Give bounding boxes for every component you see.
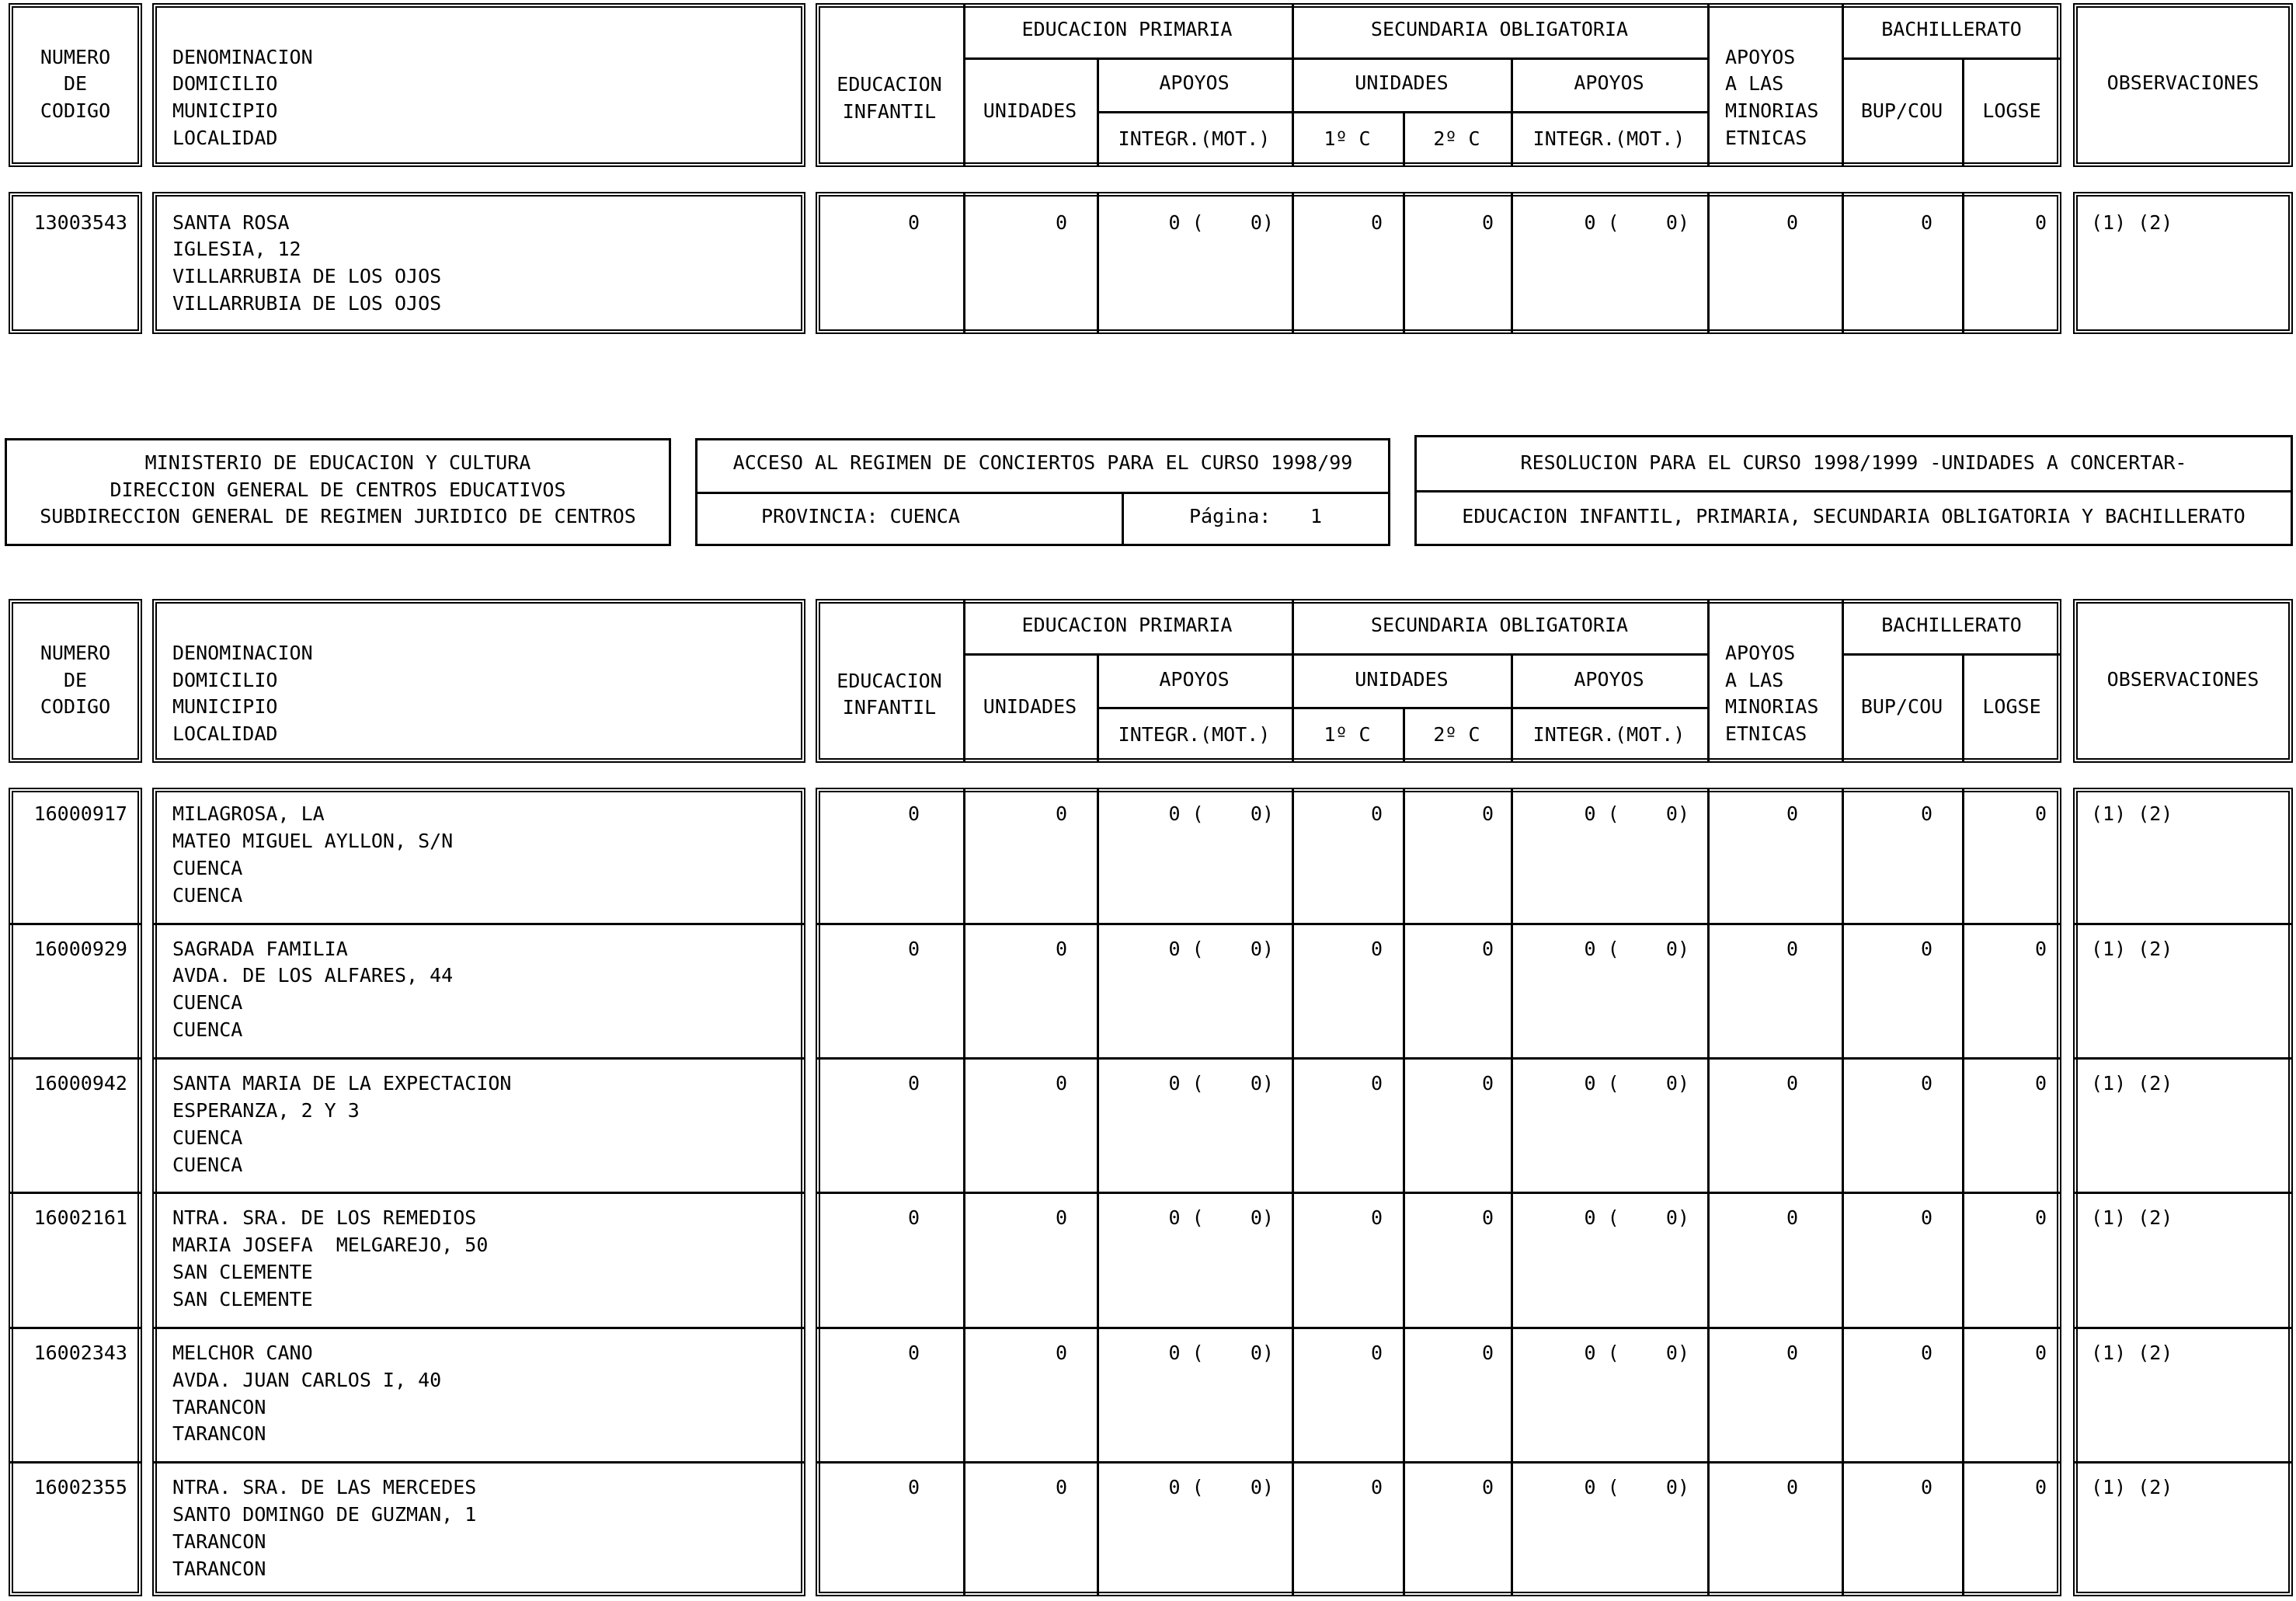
table-row-minorias: 0 bbox=[1786, 1476, 1798, 1498]
top-hdr-hsep bbox=[1842, 57, 2061, 60]
row-divider bbox=[9, 1327, 142, 1329]
top-row-prim-apoyos: 0 ( 0) bbox=[1168, 211, 1274, 234]
top-hdr-bup-label: BUP/COU bbox=[1860, 99, 1943, 122]
table-row-sec-2c: 0 bbox=[1481, 1206, 1494, 1229]
table-row-denominacion-line: MARIA JOSEFA MELGAREJO, 50 bbox=[172, 1234, 489, 1256]
top-hdr-sep bbox=[1707, 3, 1710, 167]
top-hdr-numero-label-line: DE bbox=[63, 72, 88, 95]
table-row-denominacion-line: MELCHOR CANO bbox=[172, 1342, 313, 1364]
table-row-sec-2c: 0 bbox=[1481, 1476, 1494, 1498]
table-row-prim-unidades: 0 bbox=[1055, 1072, 1067, 1095]
access-box-sep bbox=[1122, 492, 1124, 546]
table-row-sec-1c: 0 bbox=[1370, 1072, 1383, 1095]
top-hdr-sec-2c: 2º C bbox=[1433, 127, 1480, 150]
table-row-sec-1c: 0 bbox=[1370, 1476, 1383, 1498]
main-hdr-prim-apoyos: APOYOS bbox=[1159, 668, 1230, 691]
main-hdr-logse-label: LOGSE bbox=[1982, 695, 2041, 718]
top-hdr-logse-label: LOGSE bbox=[1982, 99, 2041, 122]
table-row-code: 16002343 bbox=[33, 1342, 127, 1364]
top-hdr-minorias-label-line: ETNICAS bbox=[1725, 127, 1807, 149]
table-row-bup: 0 bbox=[1920, 1206, 1932, 1229]
row-divider bbox=[9, 923, 142, 925]
top-hdr-minorias-label-line: MINORIAS bbox=[1725, 99, 1819, 122]
table-row-denominacion-line: AVDA. DE LOS ALFARES, 44 bbox=[172, 964, 454, 987]
page-number: 1 bbox=[1310, 505, 1323, 527]
main-hdr-minorias-label-line: ETNICAS bbox=[1725, 722, 1807, 745]
ministry-line-line: SUBDIRECCION GENERAL DE REGIMEN JURIDICO DE CENTROS bbox=[40, 505, 636, 527]
main-hdr-bup-label: BUP/COU bbox=[1860, 695, 1943, 718]
table-row-prim-apoyos: 0 ( 0) bbox=[1168, 1476, 1274, 1498]
table-row-sec-1c: 0 bbox=[1370, 938, 1383, 960]
table-row-sec-apoyos: 0 ( 0) bbox=[1584, 1072, 1689, 1095]
province-label: PROVINCIA: CUENCA bbox=[761, 505, 960, 527]
table-row-bup: 0 bbox=[1920, 1342, 1932, 1364]
table-row-denominacion-line: SANTA MARIA DE LA EXPECTACION bbox=[172, 1072, 512, 1095]
table-row-logse: 0 bbox=[2034, 802, 2047, 825]
table-row-sec-1c: 0 bbox=[1370, 802, 1383, 825]
table-row-denominacion-line: SAN CLEMENTE bbox=[172, 1261, 313, 1283]
table-row-prim-unidades: 0 bbox=[1055, 1342, 1067, 1364]
main-hdr-infantil-label-line: INFANTIL bbox=[842, 696, 937, 719]
top-hdr-sec-1c: 1º C bbox=[1324, 127, 1371, 150]
top-hdr-numero-label-line: CODIGO bbox=[40, 99, 111, 122]
top-row-sec-1c: 0 bbox=[1370, 211, 1383, 234]
row-divider bbox=[152, 1192, 805, 1194]
table-row-denominacion-line: SANTO DOMINGO DE GUZMAN, 1 bbox=[172, 1503, 477, 1526]
table-row-observaciones: (1) (2) bbox=[2091, 802, 2173, 825]
page-label: Página: bbox=[1189, 505, 1271, 527]
main-hdr-sec-2c: 2º C bbox=[1433, 723, 1480, 746]
table-row-sec-2c: 0 bbox=[1481, 802, 1494, 825]
row-divider bbox=[152, 1057, 805, 1060]
table-row-observaciones: (1) (2) bbox=[2091, 1342, 2173, 1364]
table-row-sec-apoyos: 0 ( 0) bbox=[1584, 938, 1689, 960]
main-hdr-prim-unidades: UNIDADES bbox=[983, 695, 1077, 718]
top-row-infantil: 0 bbox=[907, 211, 920, 234]
top-hdr-denominacion-label-line: MUNICIPIO bbox=[172, 99, 278, 122]
row-divider bbox=[2073, 1057, 2293, 1060]
top-hdr-denominacion-label-line: DOMICILIO bbox=[172, 72, 278, 95]
top-row-sec-apoyos: 0 ( 0) bbox=[1584, 211, 1689, 234]
top-row-denominacion-line: IGLESIA, 12 bbox=[172, 238, 301, 260]
table-row-minorias: 0 bbox=[1786, 1072, 1798, 1095]
table-row-sec-apoyos: 0 ( 0) bbox=[1584, 1342, 1689, 1364]
table-row-minorias: 0 bbox=[1786, 1206, 1798, 1229]
top-hdr-numero-label-line: NUMERO bbox=[40, 46, 111, 68]
top-hdr-hsep bbox=[963, 57, 1707, 60]
top-hdr-sec-integr: INTEGR.(MOT.) bbox=[1532, 127, 1685, 150]
table-row-denominacion-line: SAN CLEMENTE bbox=[172, 1288, 313, 1310]
table-row-denominacion-line: TARANCON bbox=[172, 1557, 266, 1580]
row-divider bbox=[816, 1192, 2061, 1194]
table-row-sec-1c: 0 bbox=[1370, 1206, 1383, 1229]
top-row-denominacion-line: VILLARRUBIA DE LOS OJOS bbox=[172, 292, 442, 315]
resolution-title: RESOLUCION PARA EL CURSO 1998/1999 -UNIDADES A CONCERTAR- bbox=[1520, 451, 2187, 474]
main-hdr-primaria-label: EDUCACION PRIMARIA bbox=[1021, 614, 1233, 636]
main-hdr-minorias-label-line: MINORIAS bbox=[1725, 695, 1819, 718]
main-hdr-sep bbox=[1707, 599, 1710, 763]
table-row-code: 16002161 bbox=[33, 1206, 127, 1229]
table-row-code: 16000942 bbox=[33, 1072, 127, 1095]
table-row-denominacion-line: CUENCA bbox=[172, 1018, 243, 1041]
table-row-prim-unidades: 0 bbox=[1055, 1206, 1067, 1229]
table-row-denominacion-line: TARANCON bbox=[172, 1396, 266, 1418]
table-row-sec-apoyos: 0 ( 0) bbox=[1584, 1476, 1689, 1498]
table-row-prim-apoyos: 0 ( 0) bbox=[1168, 1072, 1274, 1095]
main-hdr-bachillerato-label: BACHILLERATO bbox=[1881, 614, 2022, 636]
main-hdr-denominacion-label-line: DOMICILIO bbox=[172, 669, 278, 691]
main-hdr-denominacion-label-line: DENOMINACION bbox=[172, 642, 313, 664]
table-row-infantil: 0 bbox=[907, 1206, 920, 1229]
table-row-prim-apoyos: 0 ( 0) bbox=[1168, 1342, 1274, 1364]
row-divider bbox=[9, 1461, 142, 1464]
top-row-denominacion-line: SANTA ROSA bbox=[172, 211, 290, 234]
table-row-denominacion-line: CUENCA bbox=[172, 857, 243, 879]
top-hdr-infantil-label-line: EDUCACION bbox=[837, 73, 942, 96]
table-row-observaciones: (1) (2) bbox=[2091, 1206, 2173, 1229]
table-row-minorias: 0 bbox=[1786, 802, 1798, 825]
table-row-code: 16002355 bbox=[33, 1476, 127, 1498]
table-row-code: 16000929 bbox=[33, 938, 127, 960]
row-divider bbox=[2073, 1192, 2293, 1194]
table-row-logse: 0 bbox=[2034, 1476, 2047, 1498]
table-row-sec-2c: 0 bbox=[1481, 938, 1494, 960]
resolution-subtitle: EDUCACION INFANTIL, PRIMARIA, SECUNDARIA OBLIGATORIA Y BACHILLERATO bbox=[1462, 505, 2246, 527]
top-row-denominacion-line: VILLARRUBIA DE LOS OJOS bbox=[172, 265, 442, 287]
main-hdr-minorias-label-line: APOYOS bbox=[1725, 642, 1796, 664]
top-row-observaciones: (1) (2) bbox=[2091, 211, 2173, 234]
top-hdr-primaria-label: EDUCACION PRIMARIA bbox=[1021, 18, 1233, 40]
table-row-observaciones: (1) (2) bbox=[2091, 938, 2173, 960]
table-row-sec-apoyos: 0 ( 0) bbox=[1584, 802, 1689, 825]
table-row-denominacion-line: SAGRADA FAMILIA bbox=[172, 938, 348, 960]
table-row-bup: 0 bbox=[1920, 1072, 1932, 1095]
table-row-sec-apoyos: 0 ( 0) bbox=[1584, 1206, 1689, 1229]
main-hdr-hsep bbox=[1097, 707, 1292, 709]
table-row-denominacion-line: NTRA. SRA. DE LAS MERCEDES bbox=[172, 1476, 477, 1498]
table-row-logse: 0 bbox=[2034, 1342, 2047, 1364]
table-row-observaciones: (1) (2) bbox=[2091, 1476, 2173, 1498]
table-row-denominacion-line: NTRA. SRA. DE LOS REMEDIOS bbox=[172, 1206, 477, 1229]
table-row-denominacion-line: CUENCA bbox=[172, 1126, 243, 1149]
table-row-prim-unidades: 0 bbox=[1055, 802, 1067, 825]
table-row-minorias: 0 bbox=[1786, 1342, 1798, 1364]
table-row-bup: 0 bbox=[1920, 938, 1932, 960]
row-divider bbox=[2073, 923, 2293, 925]
top-hdr-prim-unidades: UNIDADES bbox=[983, 99, 1077, 122]
row-divider bbox=[152, 923, 805, 925]
main-hdr-prim-integr: INTEGR.(MOT.) bbox=[1118, 723, 1271, 746]
top-row-code: 13003543 bbox=[33, 211, 127, 234]
table-row-sec-2c: 0 bbox=[1481, 1072, 1494, 1095]
table-row-logse: 0 bbox=[2034, 1072, 2047, 1095]
top-hdr-prim-apoyos: APOYOS bbox=[1159, 71, 1230, 94]
row-divider bbox=[152, 1461, 805, 1464]
top-hdr-infantil-label-line: INFANTIL bbox=[842, 100, 937, 123]
ministry-line-line: MINISTERIO DE EDUCACION Y CULTURA bbox=[144, 451, 531, 474]
main-hdr-hsep bbox=[963, 653, 1707, 656]
main-hdr-infantil-label-line: EDUCACION bbox=[837, 670, 942, 692]
table-row-prim-apoyos: 0 ( 0) bbox=[1168, 1206, 1274, 1229]
table-row-infantil: 0 bbox=[907, 1342, 920, 1364]
table-row-denominacion-line: MATEO MIGUEL AYLLON, S/N bbox=[172, 830, 454, 852]
table-row-minorias: 0 bbox=[1786, 938, 1798, 960]
row-divider bbox=[816, 923, 2061, 925]
table-row-denominacion-line: CUENCA bbox=[172, 991, 243, 1014]
row-divider bbox=[816, 1327, 2061, 1329]
top-row-sec-2c: 0 bbox=[1481, 211, 1494, 234]
top-hdr-hsep bbox=[1097, 111, 1292, 113]
top-hdr-secundaria-label: SECUNDARIA OBLIGATORIA bbox=[1370, 18, 1629, 40]
top-hdr-denominacion-label-line: LOCALIDAD bbox=[172, 127, 278, 149]
main-hdr-numero-label-line: DE bbox=[63, 669, 88, 691]
main-hdr-sec-unidades: UNIDADES bbox=[1355, 668, 1449, 691]
main-hdr-hsep bbox=[1292, 707, 1707, 709]
row-divider bbox=[152, 1327, 805, 1329]
top-hdr-minorias-label-line: A LAS bbox=[1725, 72, 1784, 95]
top-hdr-observaciones-label: OBSERVACIONES bbox=[2106, 71, 2259, 94]
ministry-line-line: DIRECCION GENERAL DE CENTROS EDUCATIVOS bbox=[110, 479, 566, 501]
top-hdr-sec-unidades: UNIDADES bbox=[1355, 71, 1449, 94]
main-hdr-minorias-label-line: A LAS bbox=[1725, 669, 1784, 691]
table-row-infantil: 0 bbox=[907, 802, 920, 825]
main-hdr-sec-1c: 1º C bbox=[1324, 723, 1371, 746]
top-row-minorias: 0 bbox=[1786, 211, 1798, 234]
table-row-logse: 0 bbox=[2034, 938, 2047, 960]
top-hdr-minorias-label-line: APOYOS bbox=[1725, 46, 1796, 68]
main-hdr-hsep bbox=[1842, 653, 2061, 656]
table-row-denominacion-line: CUENCA bbox=[172, 884, 243, 907]
row-divider bbox=[816, 1461, 2061, 1464]
table-row-observaciones: (1) (2) bbox=[2091, 1072, 2173, 1095]
top-row-bup: 0 bbox=[1920, 211, 1932, 234]
table-row-sec-2c: 0 bbox=[1481, 1342, 1494, 1364]
row-divider bbox=[2073, 1461, 2293, 1464]
main-hdr-numero-label-line: CODIGO bbox=[40, 695, 111, 718]
table-row-sec-1c: 0 bbox=[1370, 1342, 1383, 1364]
table-row-prim-unidades: 0 bbox=[1055, 1476, 1067, 1498]
row-divider bbox=[9, 1057, 142, 1060]
resolution-box-divider bbox=[1414, 490, 2293, 492]
main-hdr-secundaria-label: SECUNDARIA OBLIGATORIA bbox=[1370, 614, 1629, 636]
table-row-infantil: 0 bbox=[907, 1072, 920, 1095]
table-row-prim-apoyos: 0 ( 0) bbox=[1168, 938, 1274, 960]
top-hdr-prim-integr: INTEGR.(MOT.) bbox=[1118, 127, 1271, 150]
table-row-bup: 0 bbox=[1920, 1476, 1932, 1498]
table-row-denominacion-line: TARANCON bbox=[172, 1422, 266, 1445]
main-hdr-denominacion-label-line: LOCALIDAD bbox=[172, 722, 278, 745]
table-row-prim-unidades: 0 bbox=[1055, 938, 1067, 960]
top-hdr-bachillerato-label: BACHILLERATO bbox=[1881, 18, 2022, 40]
table-row-infantil: 0 bbox=[907, 938, 920, 960]
access-title: ACCESO AL REGIMEN DE CONCIERTOS PARA EL CURSO 1998/99 bbox=[732, 451, 1353, 474]
top-hdr-denominacion-label-line: DENOMINACION bbox=[172, 46, 313, 68]
top-hdr-sec-apoyos: APOYOS bbox=[1574, 71, 1644, 94]
table-row-denominacion-line: CUENCA bbox=[172, 1154, 243, 1176]
table-row-denominacion-line: AVDA. JUAN CARLOS I, 40 bbox=[172, 1369, 442, 1391]
top-row-prim-unidades: 0 bbox=[1055, 211, 1067, 234]
table-row-denominacion-line: MILAGROSA, LA bbox=[172, 802, 325, 825]
top-row-logse: 0 bbox=[2034, 211, 2047, 234]
top-hdr-hsep bbox=[1292, 111, 1707, 113]
main-hdr-sec-apoyos: APOYOS bbox=[1574, 668, 1644, 691]
main-hdr-sec-integr: INTEGR.(MOT.) bbox=[1532, 723, 1685, 746]
table-row-prim-apoyos: 0 ( 0) bbox=[1168, 802, 1274, 825]
table-row-infantil: 0 bbox=[907, 1476, 920, 1498]
main-hdr-denominacion-label-line: MUNICIPIO bbox=[172, 695, 278, 718]
table-row-code: 16000917 bbox=[33, 802, 127, 825]
access-box-divider bbox=[695, 492, 1390, 494]
row-divider bbox=[816, 1057, 2061, 1060]
main-hdr-numero-label-line: NUMERO bbox=[40, 642, 111, 664]
row-divider bbox=[9, 1192, 142, 1194]
row-divider bbox=[2073, 1327, 2293, 1329]
table-row-denominacion-line: TARANCON bbox=[172, 1530, 266, 1553]
main-hdr-observaciones-label: OBSERVACIONES bbox=[2106, 668, 2259, 691]
table-row-logse: 0 bbox=[2034, 1206, 2047, 1229]
table-row-bup: 0 bbox=[1920, 802, 1932, 825]
table-row-denominacion-line: ESPERANZA, 2 Y 3 bbox=[172, 1099, 360, 1122]
